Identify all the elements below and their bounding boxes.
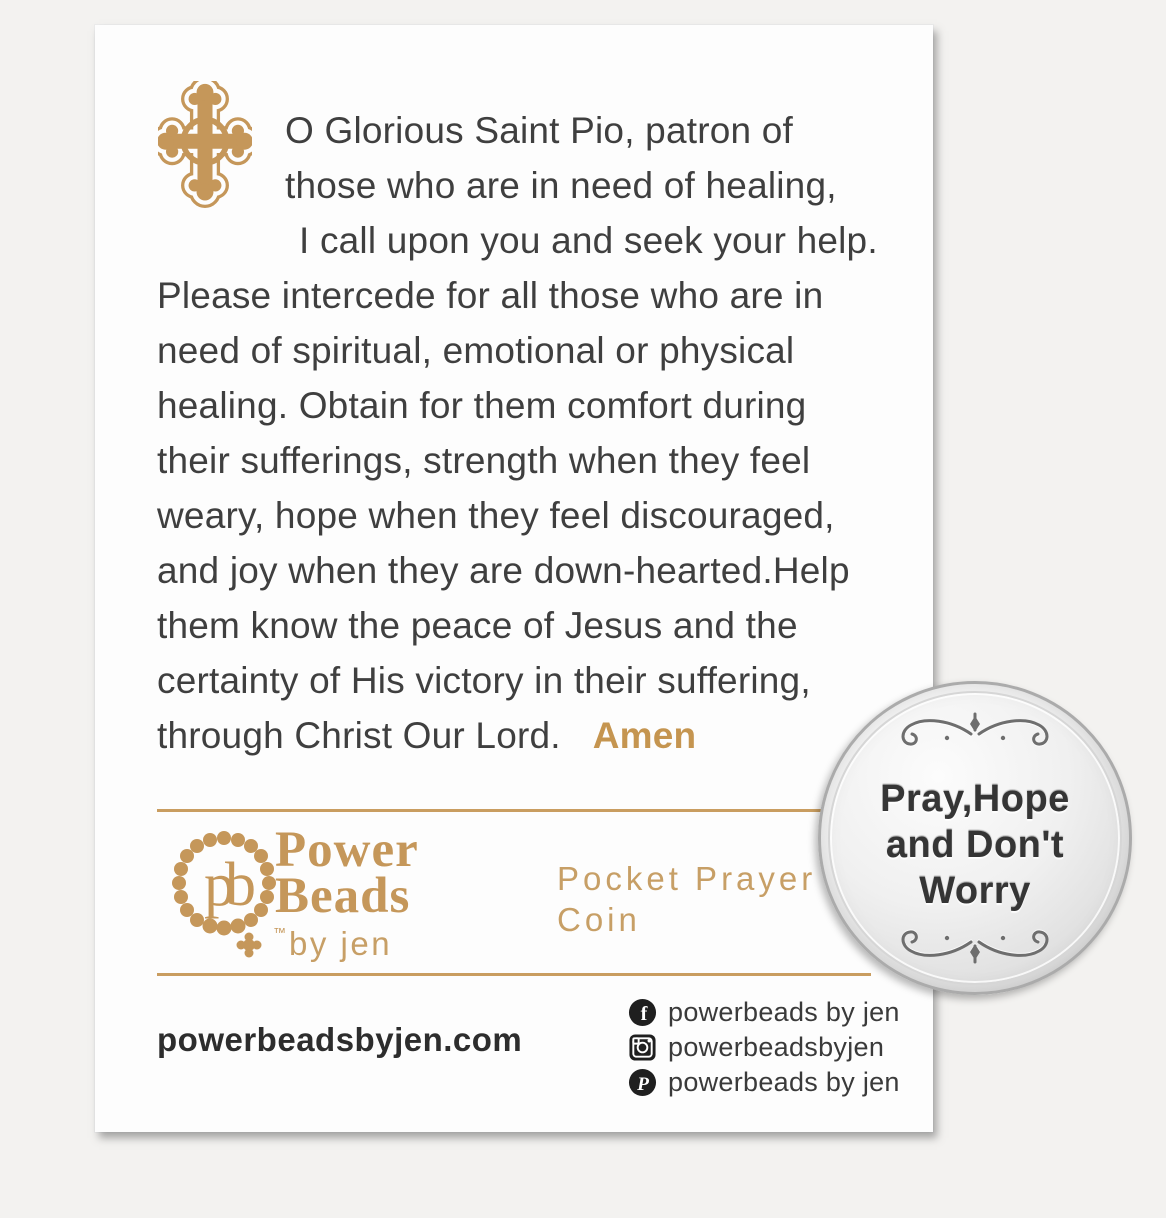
prayer-line: healing. Obtain for them comfort during [157,385,807,426]
coin-inscription [821,776,1129,914]
prayer-text [157,103,877,763]
social-row-pinterest [628,1065,900,1099]
prayer-line: them know the peace of Jesus and the [157,605,798,646]
brand-wordmark [275,822,419,963]
coin-line: Worry [919,870,1031,912]
prayer-line: need of spiritual, emotional or physical [157,330,795,371]
tm-mark: ™ [273,925,286,940]
brand-beads: Beads [275,868,411,924]
powerbeads-logo-icon [169,821,291,963]
pinterest-handle: powerbeads by jen [668,1066,900,1097]
website-url: powerbeadsbyjen.com [157,1021,523,1058]
instagram-icon [628,1033,657,1062]
prayer-line: and joy when they are down-hearted.Help [157,550,850,591]
flourish-icon [885,708,1065,754]
brand-byline: by jen [289,925,393,962]
flourish-icon [885,922,1065,968]
prayer-line: certainty of His victory in their suffering, [157,660,811,701]
prayer-closing: through Christ Our Lord. [157,715,561,756]
coin-line: and Don't [885,824,1065,866]
prayer-line: their sufferings, strength when they feel [157,440,811,481]
gold-divider-bottom [157,973,871,976]
prayer-line: I call upon you and seek your help. [299,220,878,261]
prayer-line: those who are in need of healing, [285,165,837,206]
facebook-handle: powerbeads by jen [668,996,900,1027]
product-label-line2: Coin [557,901,641,938]
gold-divider-top [157,809,871,812]
social-row-instagram [628,1030,900,1064]
social-links [628,995,900,1100]
brand-power: Power [275,822,419,878]
amen-text: Amen [592,715,697,756]
prayer-line: weary, hope when they feel discouraged, [157,495,835,536]
prayer-line: O Glorious Saint Pio, patron of [285,110,794,151]
product-label-line1: Pocket Prayer [557,860,817,897]
instagram-handle: powerbeadsbyjen [668,1031,885,1062]
pb-monogram: pb [204,851,246,919]
product-label [557,858,816,940]
prayer-card [95,25,933,1132]
social-row-facebook [628,995,900,1029]
prayer-line: Please intercede for all those who are in [157,275,824,316]
charm [237,933,262,958]
facebook-icon [628,998,657,1027]
prayer-coin [818,681,1132,995]
svg-text:P: P [637,1073,649,1095]
coin-line: Pray,Hope [880,778,1070,820]
prayer-last-line [157,708,877,763]
svg-text:f: f [640,1002,648,1025]
pinterest-icon [628,1068,657,1097]
